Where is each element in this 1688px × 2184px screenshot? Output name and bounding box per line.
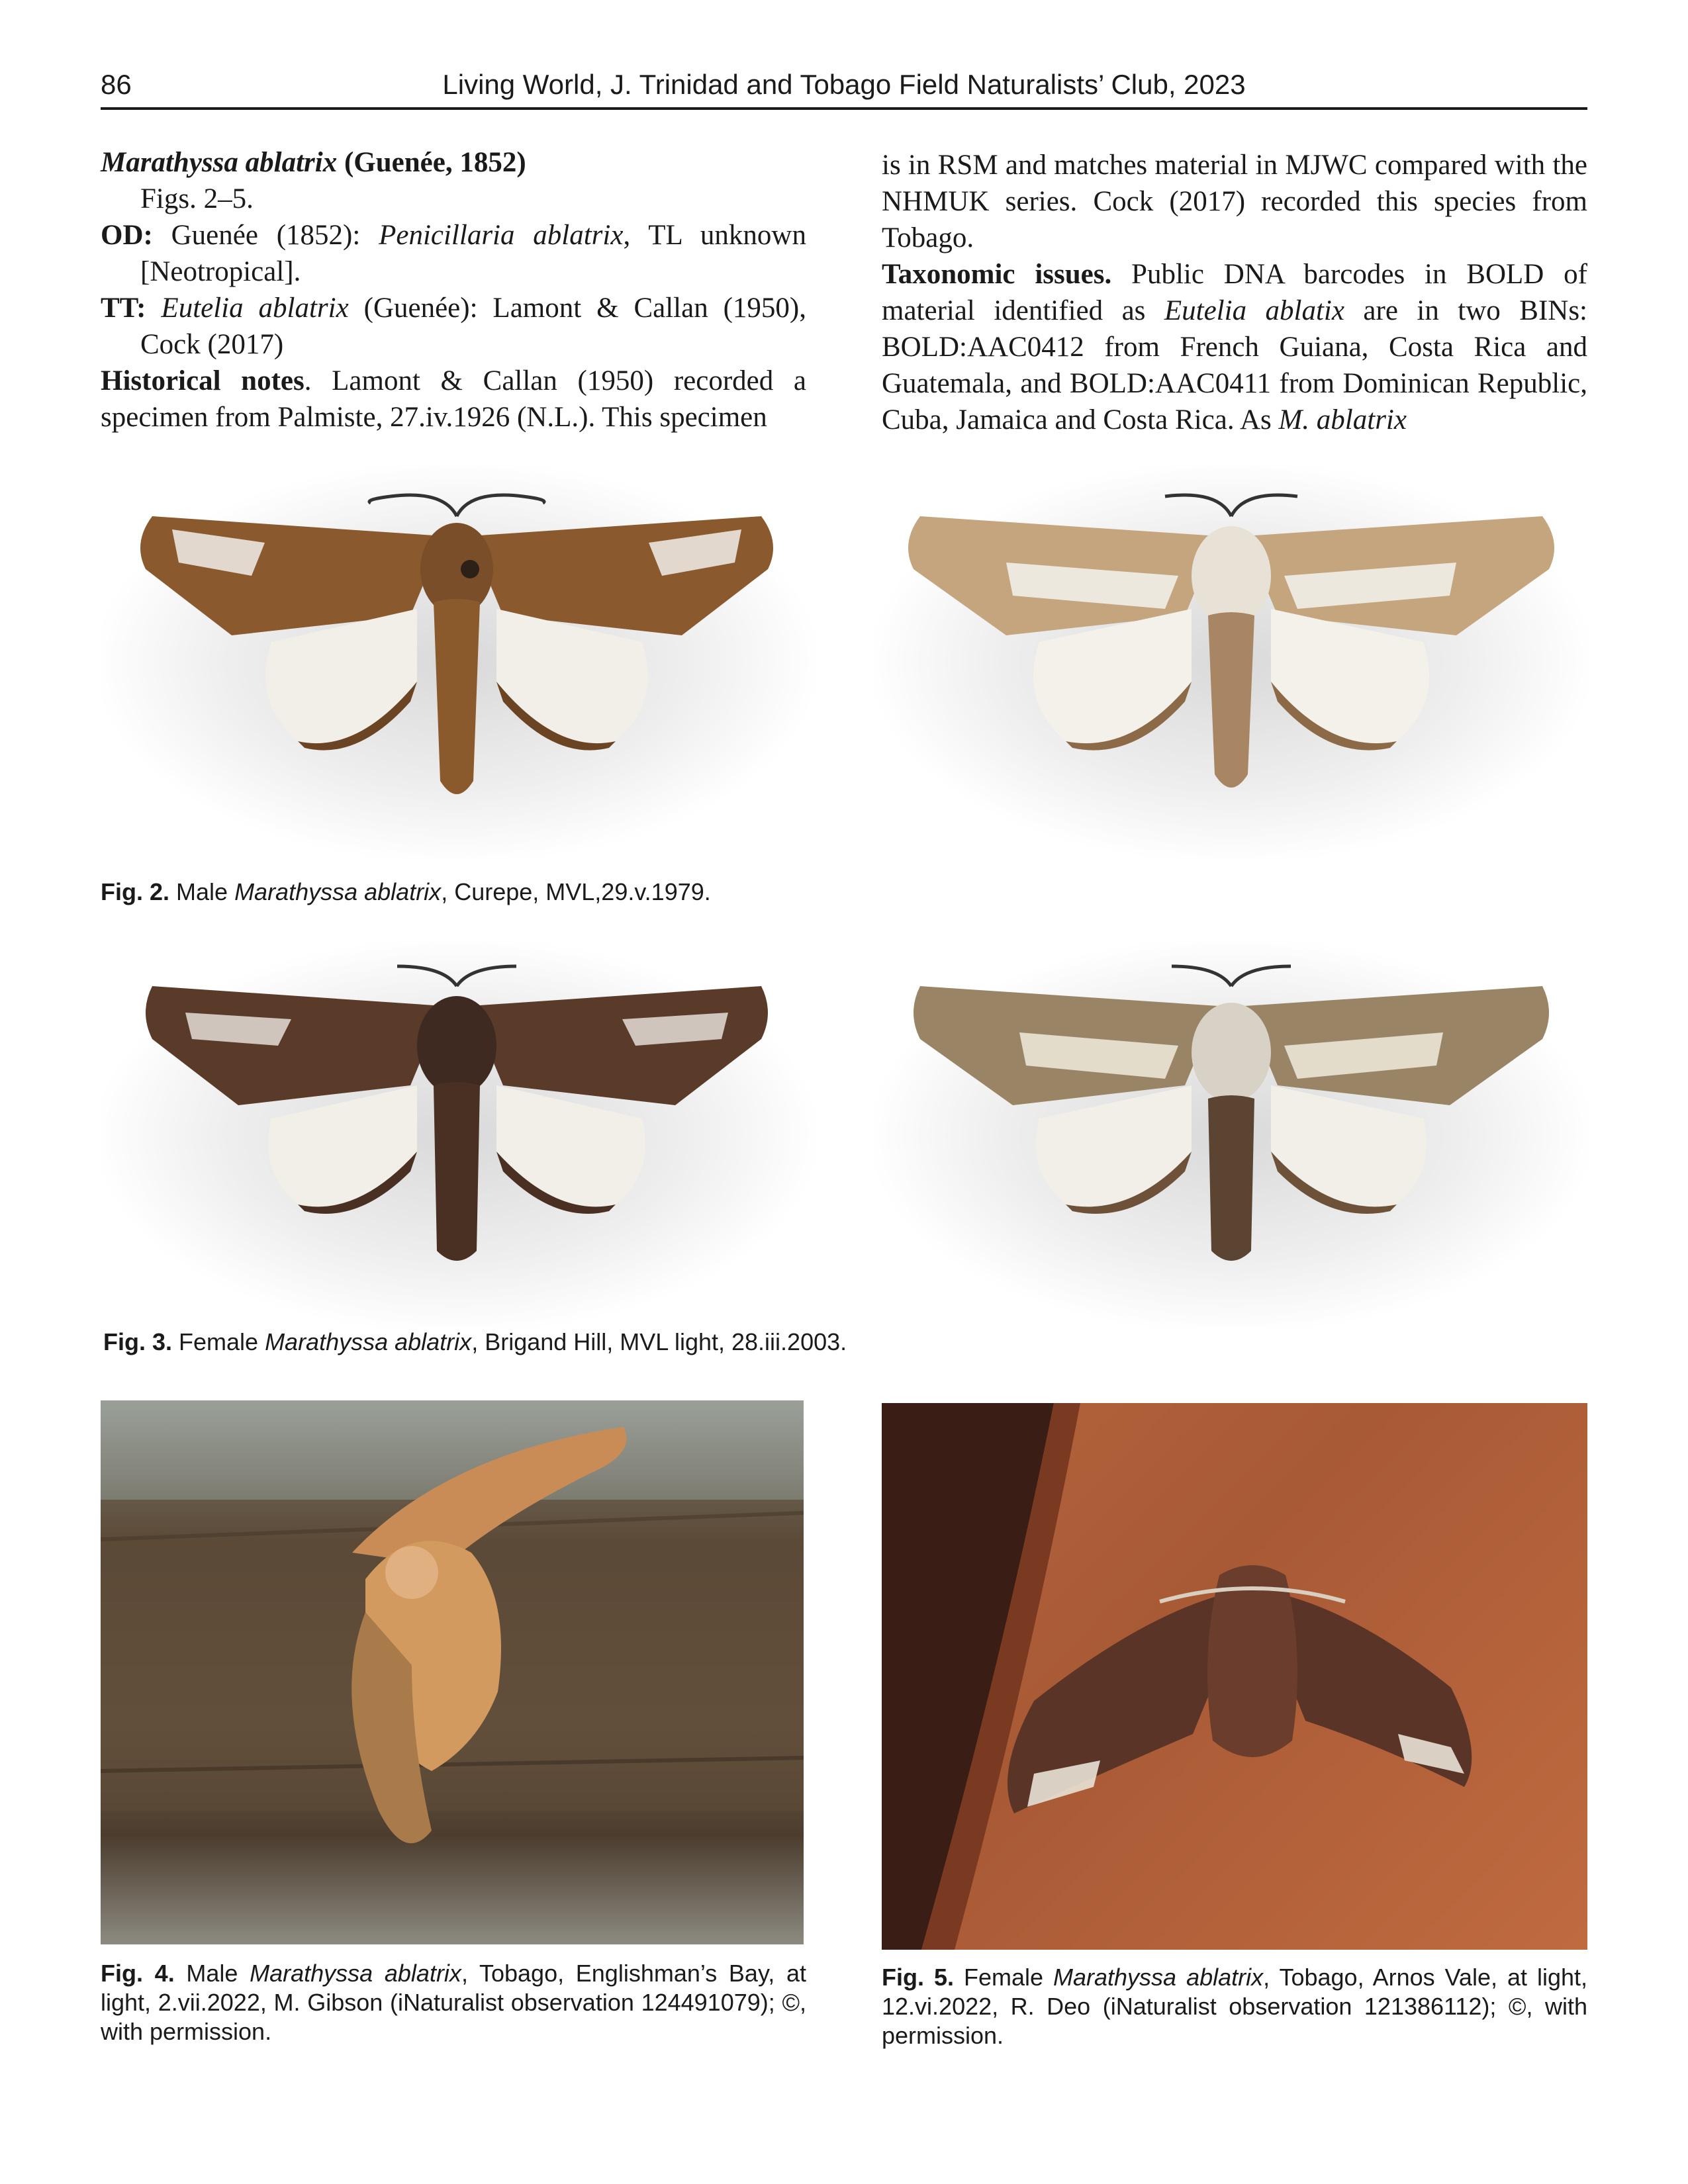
running-header [101,69,1587,111]
species-authority: (Guenée, 1852) [337,147,526,178]
moth-illustration [99,940,814,1330]
trinidad-tobago-names [101,290,806,363]
fig5-text-2: , Tobago, Arnos Vale, at light, 12.vi.2022, R. Deo (iNaturalist observation 121386112); ©, with permission. [882,1964,1588,2049]
od-name: Penicillaria ablatrix [379,220,624,251]
fig5-photo [882,1403,1587,1950]
historical-notes-label: Historical notes [101,365,305,396]
od-text-2: , TL unknown [Neotropical]. [140,220,806,287]
historical-notes [101,363,806,435]
od-label: OD: [101,220,153,251]
fig3-caption [103,1328,1162,1357]
fig3-label: Fig. 3. [103,1328,173,1355]
moth-photo-illustration [101,1400,804,1944]
header-rule [101,107,1587,110]
fig4-species: Marathyssa ablatrix [250,1960,461,1987]
fig4-label: Fig. 4. [101,1960,175,1987]
taxonomic-name-2: M. ablatrix [1278,404,1407,435]
fig5-species: Marathyssa ablatrix [1053,1964,1264,1991]
moth-illustration [99,463,814,860]
fig5-label: Fig. 5. [882,1964,954,1991]
historical-notes-text: . Lamont & Callan (1950) recorded a specimen from Palmiste, 27.iv.1926 (N.L.). This specimen [101,365,806,433]
taxonomic-name: Eutelia ablatix [1164,295,1344,326]
moth-illustration [874,463,1589,860]
tt-text: (Guenée): Lamont & Callan (1950), Cock (2017) [140,293,806,360]
fig4-caption [101,1959,806,2046]
od-text: Guenée (1852): [152,220,379,251]
fig4-text-2: , Tobago, Englishman’s Bay, at light, 2.vii.2022, M. Gibson (iNaturalist observation 124491079); ©, with permission. [101,1960,806,2045]
tt-label: TT: [101,293,146,324]
fig3-specimen-upperside [99,940,814,1330]
fig2-caption [101,878,1027,907]
fig4-photo [101,1400,804,1944]
fig2-text-2: , Curepe, MVL,29.v.1979. [441,878,711,905]
fig3-species: Marathyssa ablatrix [265,1328,472,1355]
continuation-paragraph: is in RSM and matches material in MJWC compared with the NHMUK series. Cock (2017) recorded this species from Tobago. [882,150,1587,253]
taxonomic-text: Public DNA barcodes in BOLD of material identified as [882,259,1587,326]
fig3-text-2: , Brigand Hill, MVL light, 28.iii.2003. [471,1328,847,1355]
fig5-text: Female [954,1964,1054,1991]
fig3-specimen-underside [874,940,1589,1330]
page-number: 86 [101,69,132,100]
fig3-text: Female [172,1328,265,1355]
right-column [882,147,1587,438]
moth-illustration [874,940,1589,1330]
fig2-text: Male [169,878,235,905]
taxonomic-text-2: are in two BINs: BOLD:AAC0412 from French Guiana, Costa Rica and Guatemala, and BOLD:AAC0411 from Dominican Republic, Cuba, Jamaica and Costa Rica. As [882,295,1588,435]
original-description [101,217,806,290]
taxonomic-issues-label: Taxonomic issues. [882,259,1112,290]
fig5-caption [882,1963,1587,2050]
fig4-text: Male [174,1960,250,1987]
fig2-specimen-upperside [99,463,814,860]
fig2-label: Fig. 2. [101,878,170,905]
moth-photo-illustration [882,1403,1587,1950]
journal-title: Living World, J. Trinidad and Tobago Field Naturalists’ Club, 2023 [442,69,1246,100]
species-name: Marathyssa ablatrix [101,147,338,178]
figure-references: Figs. 2–5. [140,183,254,214]
species-heading [101,144,806,181]
taxonomic-issues [882,256,1587,438]
fig2-species: Marathyssa ablatrix [234,878,442,905]
left-column [101,144,806,435]
tt-name: Eutelia ablatrix [161,293,349,324]
fig2-specimen-underside [874,463,1589,860]
